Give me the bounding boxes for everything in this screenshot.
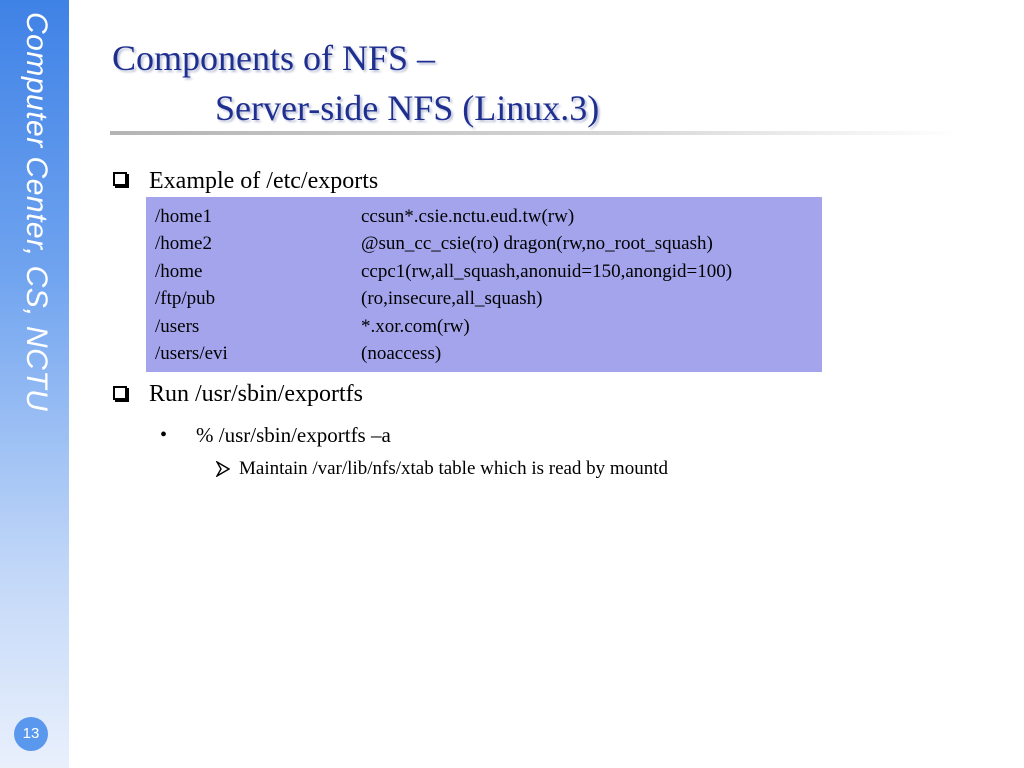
slide-title-line-1: Components of NFS – — [112, 38, 436, 78]
sidebar-org-label: Computer Center, CS, NCTU — [20, 12, 53, 412]
exports-row — [146, 285, 822, 312]
export-path: /home2 — [155, 233, 212, 255]
export-path: /home — [155, 260, 203, 282]
title-underline-divider — [110, 131, 960, 135]
exports-row — [146, 230, 822, 257]
sub-sub-bullet-xtab: Maintain /var/lib/nfs/xtab table which is read by mountd — [239, 458, 668, 479]
export-path: /ftp/pub — [155, 288, 216, 310]
export-path: /users/evi — [155, 342, 228, 364]
bullet-example-exports: Example of /etc/exports — [149, 168, 379, 194]
page-number-badge: 13 — [14, 717, 48, 751]
export-path: /home1 — [155, 206, 212, 227]
exports-row — [146, 313, 822, 340]
checkbox-bullet-icon — [113, 172, 127, 186]
exports-row — [146, 340, 822, 367]
export-options: (ro,insecure,all_squash) — [361, 288, 543, 310]
export-options: ccpc1(rw,all_squash,anonuid=150,anongid=100) — [361, 260, 733, 282]
checkbox-bullet-icon — [113, 386, 127, 400]
export-options: ccsun*.csie.nctu.eud.tw(rw) — [361, 206, 575, 227]
bullet-run-exportfs: Run /usr/sbin/exportfs — [149, 381, 363, 407]
export-path: /users — [155, 315, 200, 337]
exports-row — [146, 258, 822, 285]
export-options: *.xor.com(rw) — [361, 315, 470, 337]
sub-bullet-exportfs-command: % /usr/sbin/exportfs –a — [196, 423, 391, 447]
export-options: @sun_cc_csie(ro) dragon(rw,no_root_squash) — [361, 233, 713, 255]
sidebar — [0, 0, 69, 768]
exports-code-block — [146, 197, 822, 372]
exports-row — [146, 203, 822, 230]
export-options: (noaccess) — [361, 342, 442, 364]
arrow-right-icon — [216, 461, 230, 477]
slide-title-line-2: Server-side NFS (Linux.3) — [215, 88, 600, 128]
dot-bullet-icon: • — [160, 424, 168, 446]
